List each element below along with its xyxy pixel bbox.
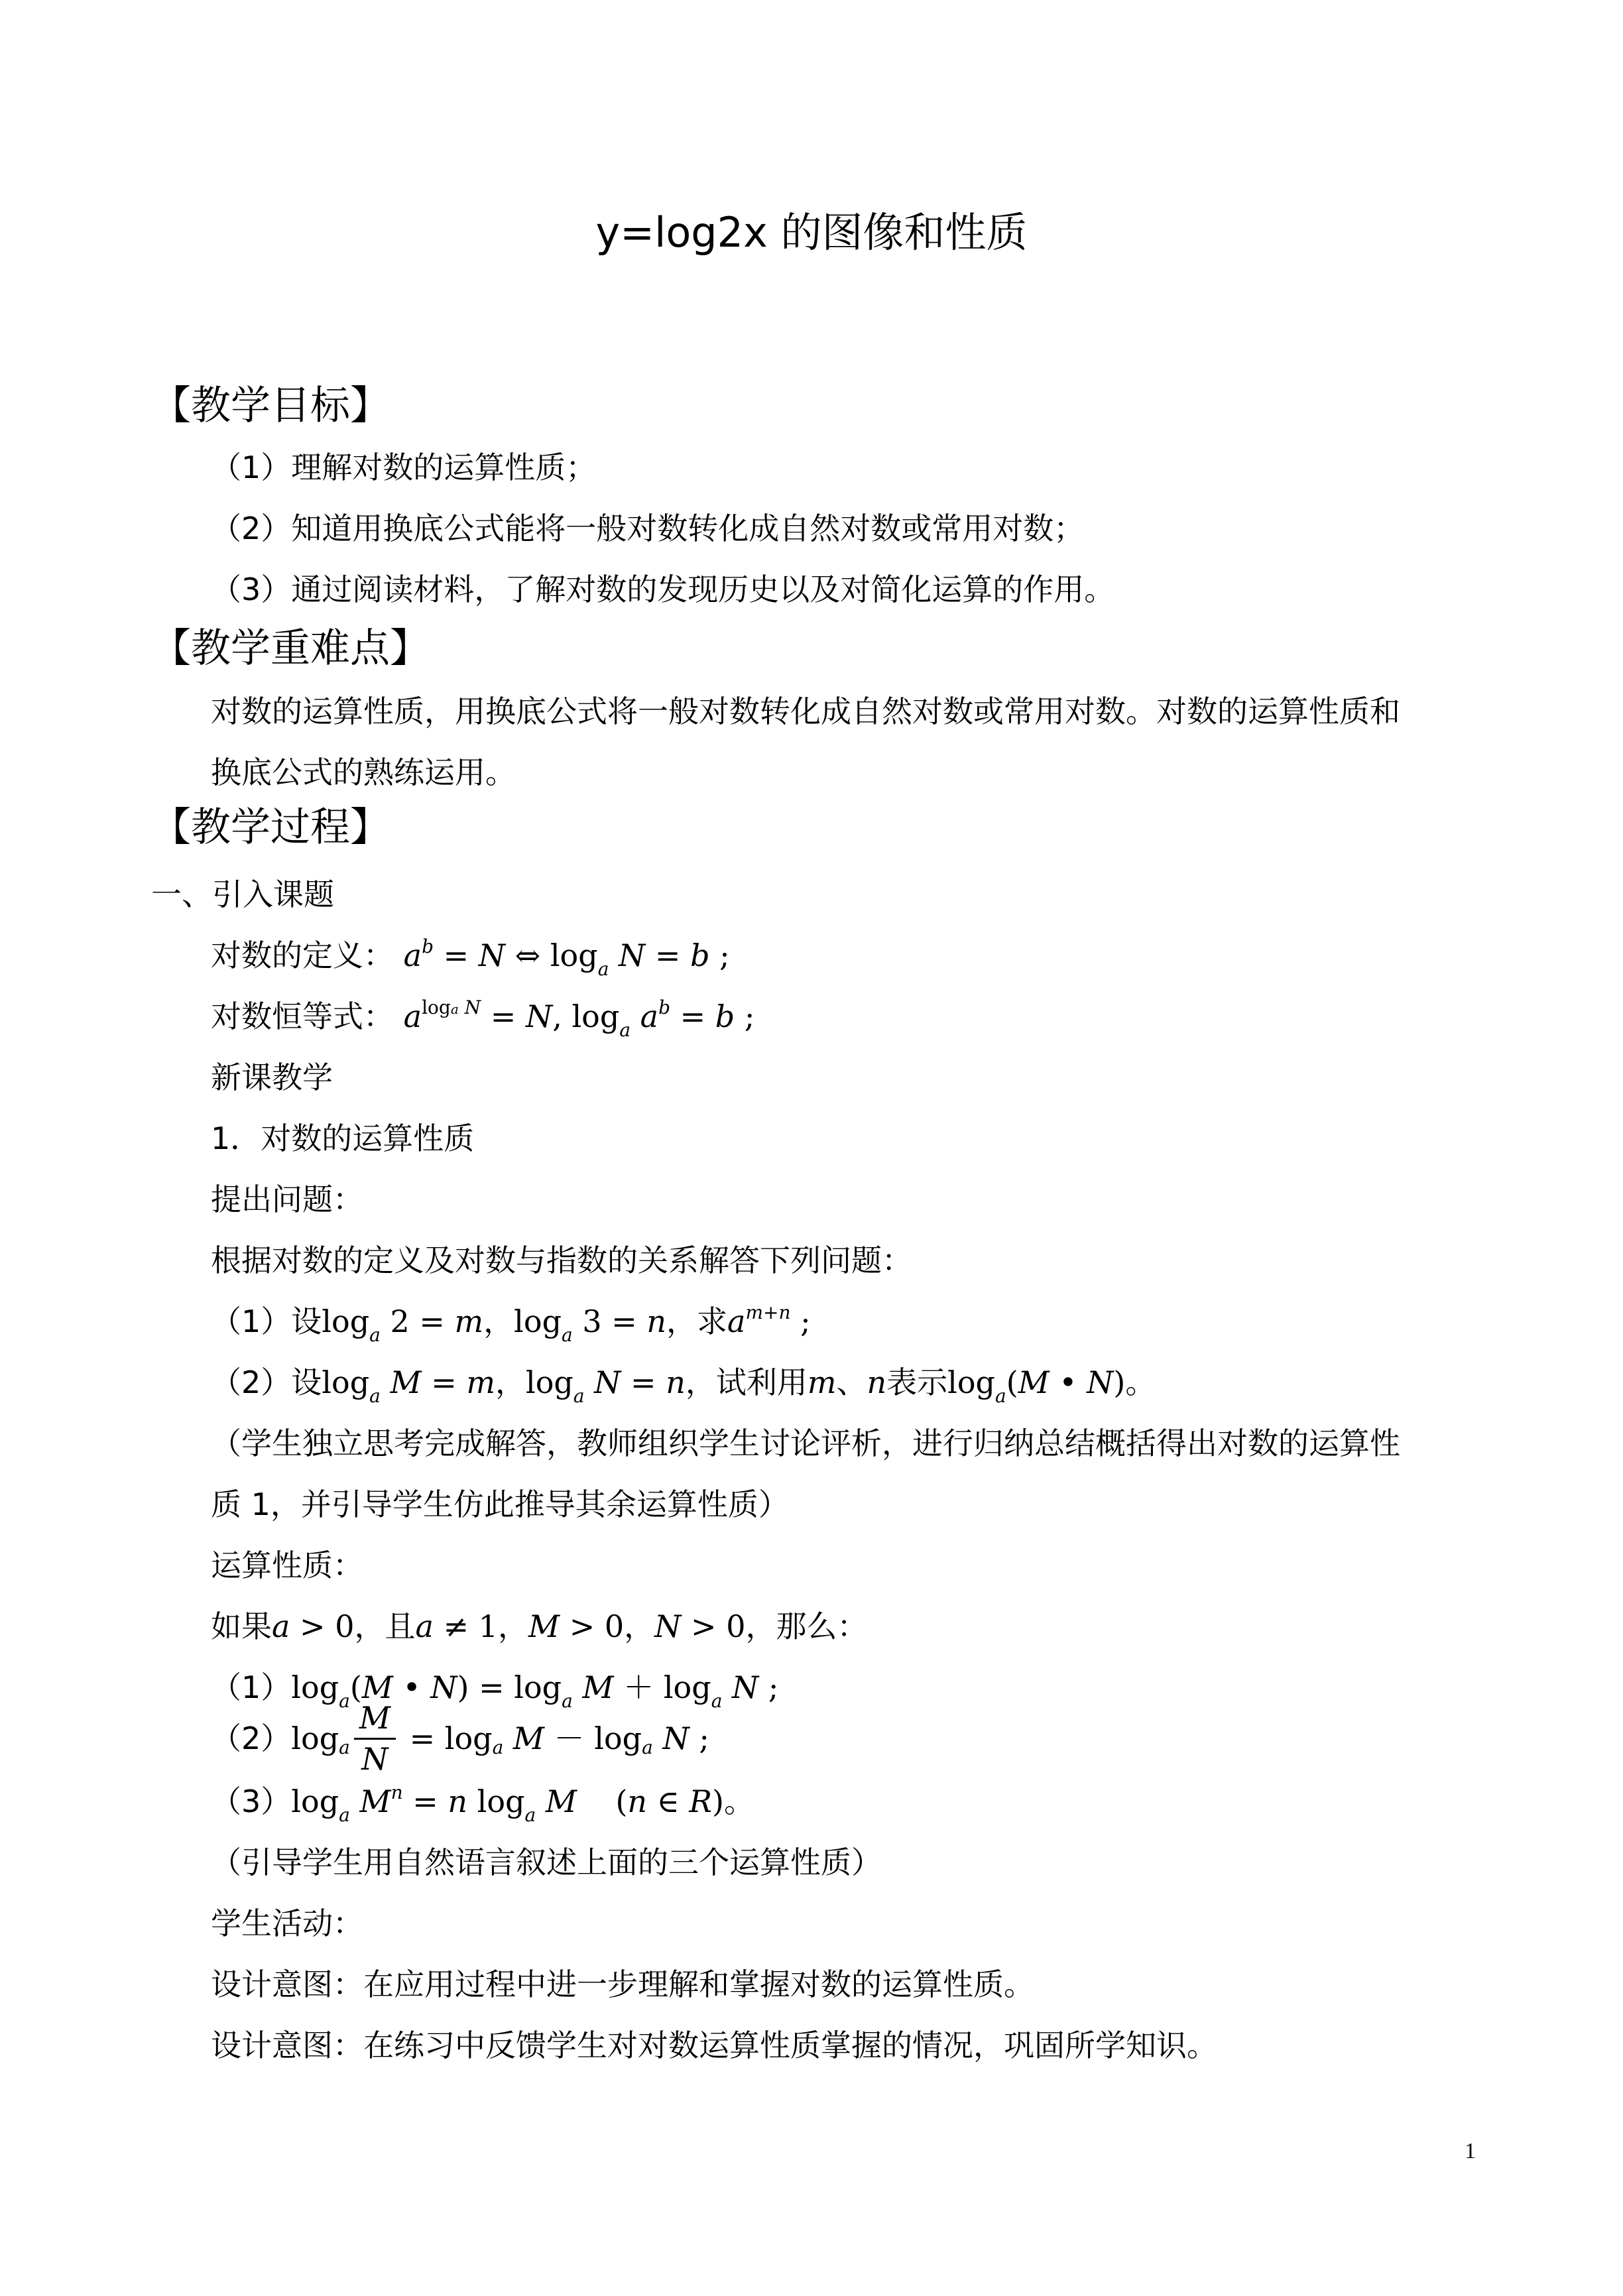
section-heading-key-points: 【教学重难点】 — [151, 625, 430, 672]
design-intent-1: 设计意图：在应用过程中进一步理解和掌握对数的运算性质。 — [211, 1966, 1034, 2002]
property-3-label: （3） — [211, 1783, 292, 1819]
log-identity-label: 对数恒等式： — [211, 998, 394, 1034]
note-line-2: 质 1，并引导学生仿此推导其余运算性质） — [211, 1486, 789, 1522]
item-1: 1．对数的运算性质 — [211, 1120, 475, 1156]
section-heading-objectives: 【教学目标】 — [151, 383, 390, 429]
question-2-label: （2）设 — [211, 1364, 322, 1400]
note-line-1: （学生独立思考完成解答，教师组织学生讨论评析，进行归纳总结概括得出对数的运算性 — [211, 1425, 1400, 1461]
question-detail: 根据对数的定义及对数与指数的关系解答下列问题： — [211, 1242, 912, 1278]
property-1: $(1)\log_a(M$ • $N) = \log_a M + \log_a N$ ; — [211, 1669, 779, 1712]
guide-note: （引导学生用自然语言叙述上面的三个运算性质） — [211, 1844, 882, 1880]
new-lesson: 新课教学 — [211, 1059, 333, 1095]
question-1-label: （1）设 — [211, 1303, 322, 1339]
log-definition-label: 对数的定义： — [211, 937, 394, 973]
conditions-label: 如果 — [211, 1608, 272, 1644]
objective-1: （1）理解对数的运算性质； — [211, 450, 597, 485]
objective-3: （3）通过阅读材料，了解对数的发现历史以及对简化运算的作用。 — [211, 572, 1115, 607]
question-2-text: ，试利用 — [685, 1364, 808, 1400]
part-heading: 一、引入课题 — [151, 876, 334, 912]
question-2-sep: 、 — [836, 1364, 867, 1400]
key-points-line-2: 换底公式的熟练运用。 — [211, 755, 516, 790]
question-1: （1）设$\log_a 2 = m$，$\log_a 3 = n$，求$a^{m+n}$ ; — [211, 1301, 811, 1346]
property-2: $(2)\log_a$ $\frac{M}{N}$ = $\log_a M - \log_a N$ ; — [211, 1700, 709, 1777]
question-2: （2）设$\log_a M = m$，$\log_a N = n$，试利用m、n表示$\log_a(M$ • N)。 — [211, 1364, 1156, 1407]
property-3: $(3)\log_a$ $M^n = n$ $\log_a M$ (n ∈ R)。 — [211, 1782, 754, 1826]
key-points-line-1: 对数的运算性质，用换底公式将一般对数转化成自然对数或常用对数。对数的运算性质和 — [211, 694, 1400, 729]
design-intent-2: 设计意图：在练习中反馈学生对对数运算性质掌握的情况，巩固所学知识。 — [211, 2027, 1217, 2063]
section-heading-process: 【教学过程】 — [151, 804, 390, 851]
rules-label: 运算性质： — [211, 1547, 363, 1583]
student-activity: 学生活动： — [211, 1905, 363, 1941]
property-1-label: （1） — [211, 1669, 292, 1705]
log-definition: 对数的定义： $a^b = N$ ⇔ $\log_a N = b$ ; — [211, 936, 730, 980]
question-2-represent: 表示 — [886, 1364, 948, 1400]
question-2-end: 。 — [1125, 1364, 1156, 1400]
conditions-end: ，那么： — [745, 1608, 868, 1644]
conditions: 如果a > 0，且a ≠ 1，M > 0，N > 0，那么： — [211, 1608, 868, 1644]
log-identity: 对数恒等式： $a^{loga N} = N$, $\log_a a^b = b$ ; — [211, 997, 755, 1041]
property-2-label: （2） — [211, 1720, 292, 1756]
question-1-text: ，求 — [666, 1303, 728, 1339]
page-number: 1 — [1465, 2139, 1476, 2163]
question-prompt: 提出问题： — [211, 1181, 363, 1217]
fraction-m-over-n: $\frac{M}{N}$ — [354, 1701, 396, 1776]
page-title: y=log2x 的图像和性质 — [595, 208, 1028, 257]
objective-2: （2）知道用换底公式能将一般对数转化成自然对数或常用对数； — [211, 511, 1085, 546]
